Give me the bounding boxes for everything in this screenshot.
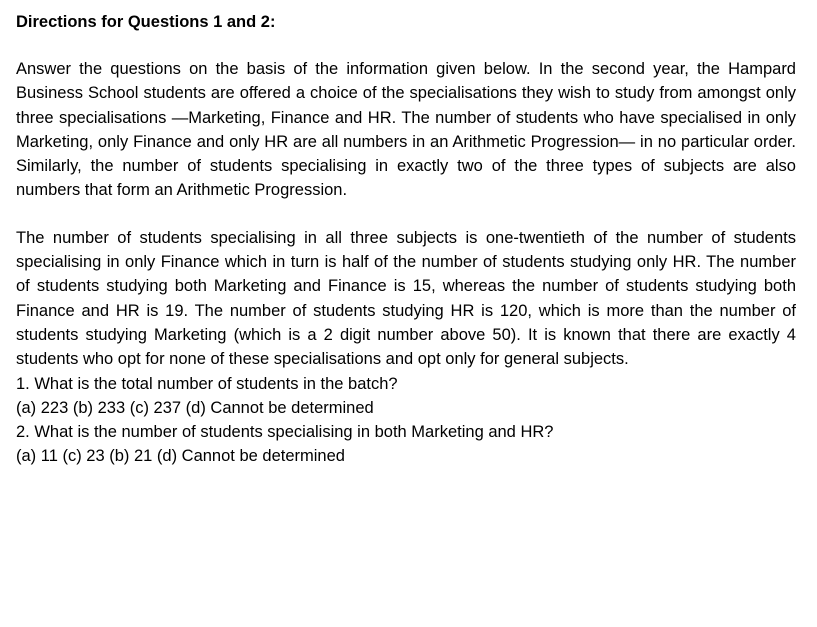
question-1-options: (a) 223 (b) 233 (c) 237 (d) Cannot be determined xyxy=(16,398,374,417)
info-paragraph-1: Answer the questions on the basis of the information given below. In the second year, the Hampard Business School students are offered a choice of the specialisations they wish to study from amongst only three specialisations —Marketing, Finance and HR. The number of students who have specialised in only Marketing, only Finance and only HR are all numbers in an Arithmetic Progression— in no particular order. Similarly, the number of students specialising in exactly two of the three types of subjects are also numbers that form an Arithmetic Progression. xyxy=(16,60,796,200)
question-2-options: (a) 11 (c) 23 (b) 21 (d) Cannot be determined xyxy=(16,446,345,465)
document-body xyxy=(16,10,796,468)
directions-heading: Directions for Questions 1 and 2: xyxy=(16,13,276,31)
question-2: 2. What is the number of students specialising in both Marketing and HR? xyxy=(16,422,554,441)
question-1: 1. What is the total number of students in the batch? xyxy=(16,374,398,393)
info-paragraph-2: The number of students specialising in all three subjects is one-twentieth of the number of students specialising in only Finance which in turn is half of the number of students studying only HR. The number of students studying both Marketing and Finance is 15, whereas the number of students studying both Finance and HR is 19. The number of students studying HR is 120, which is more than the number of students studying Marketing (which is a 2 digit number above 50). It is known that there are exactly 4 students who opt for none of these specialisations and opt only for general subjects. xyxy=(16,228,796,369)
